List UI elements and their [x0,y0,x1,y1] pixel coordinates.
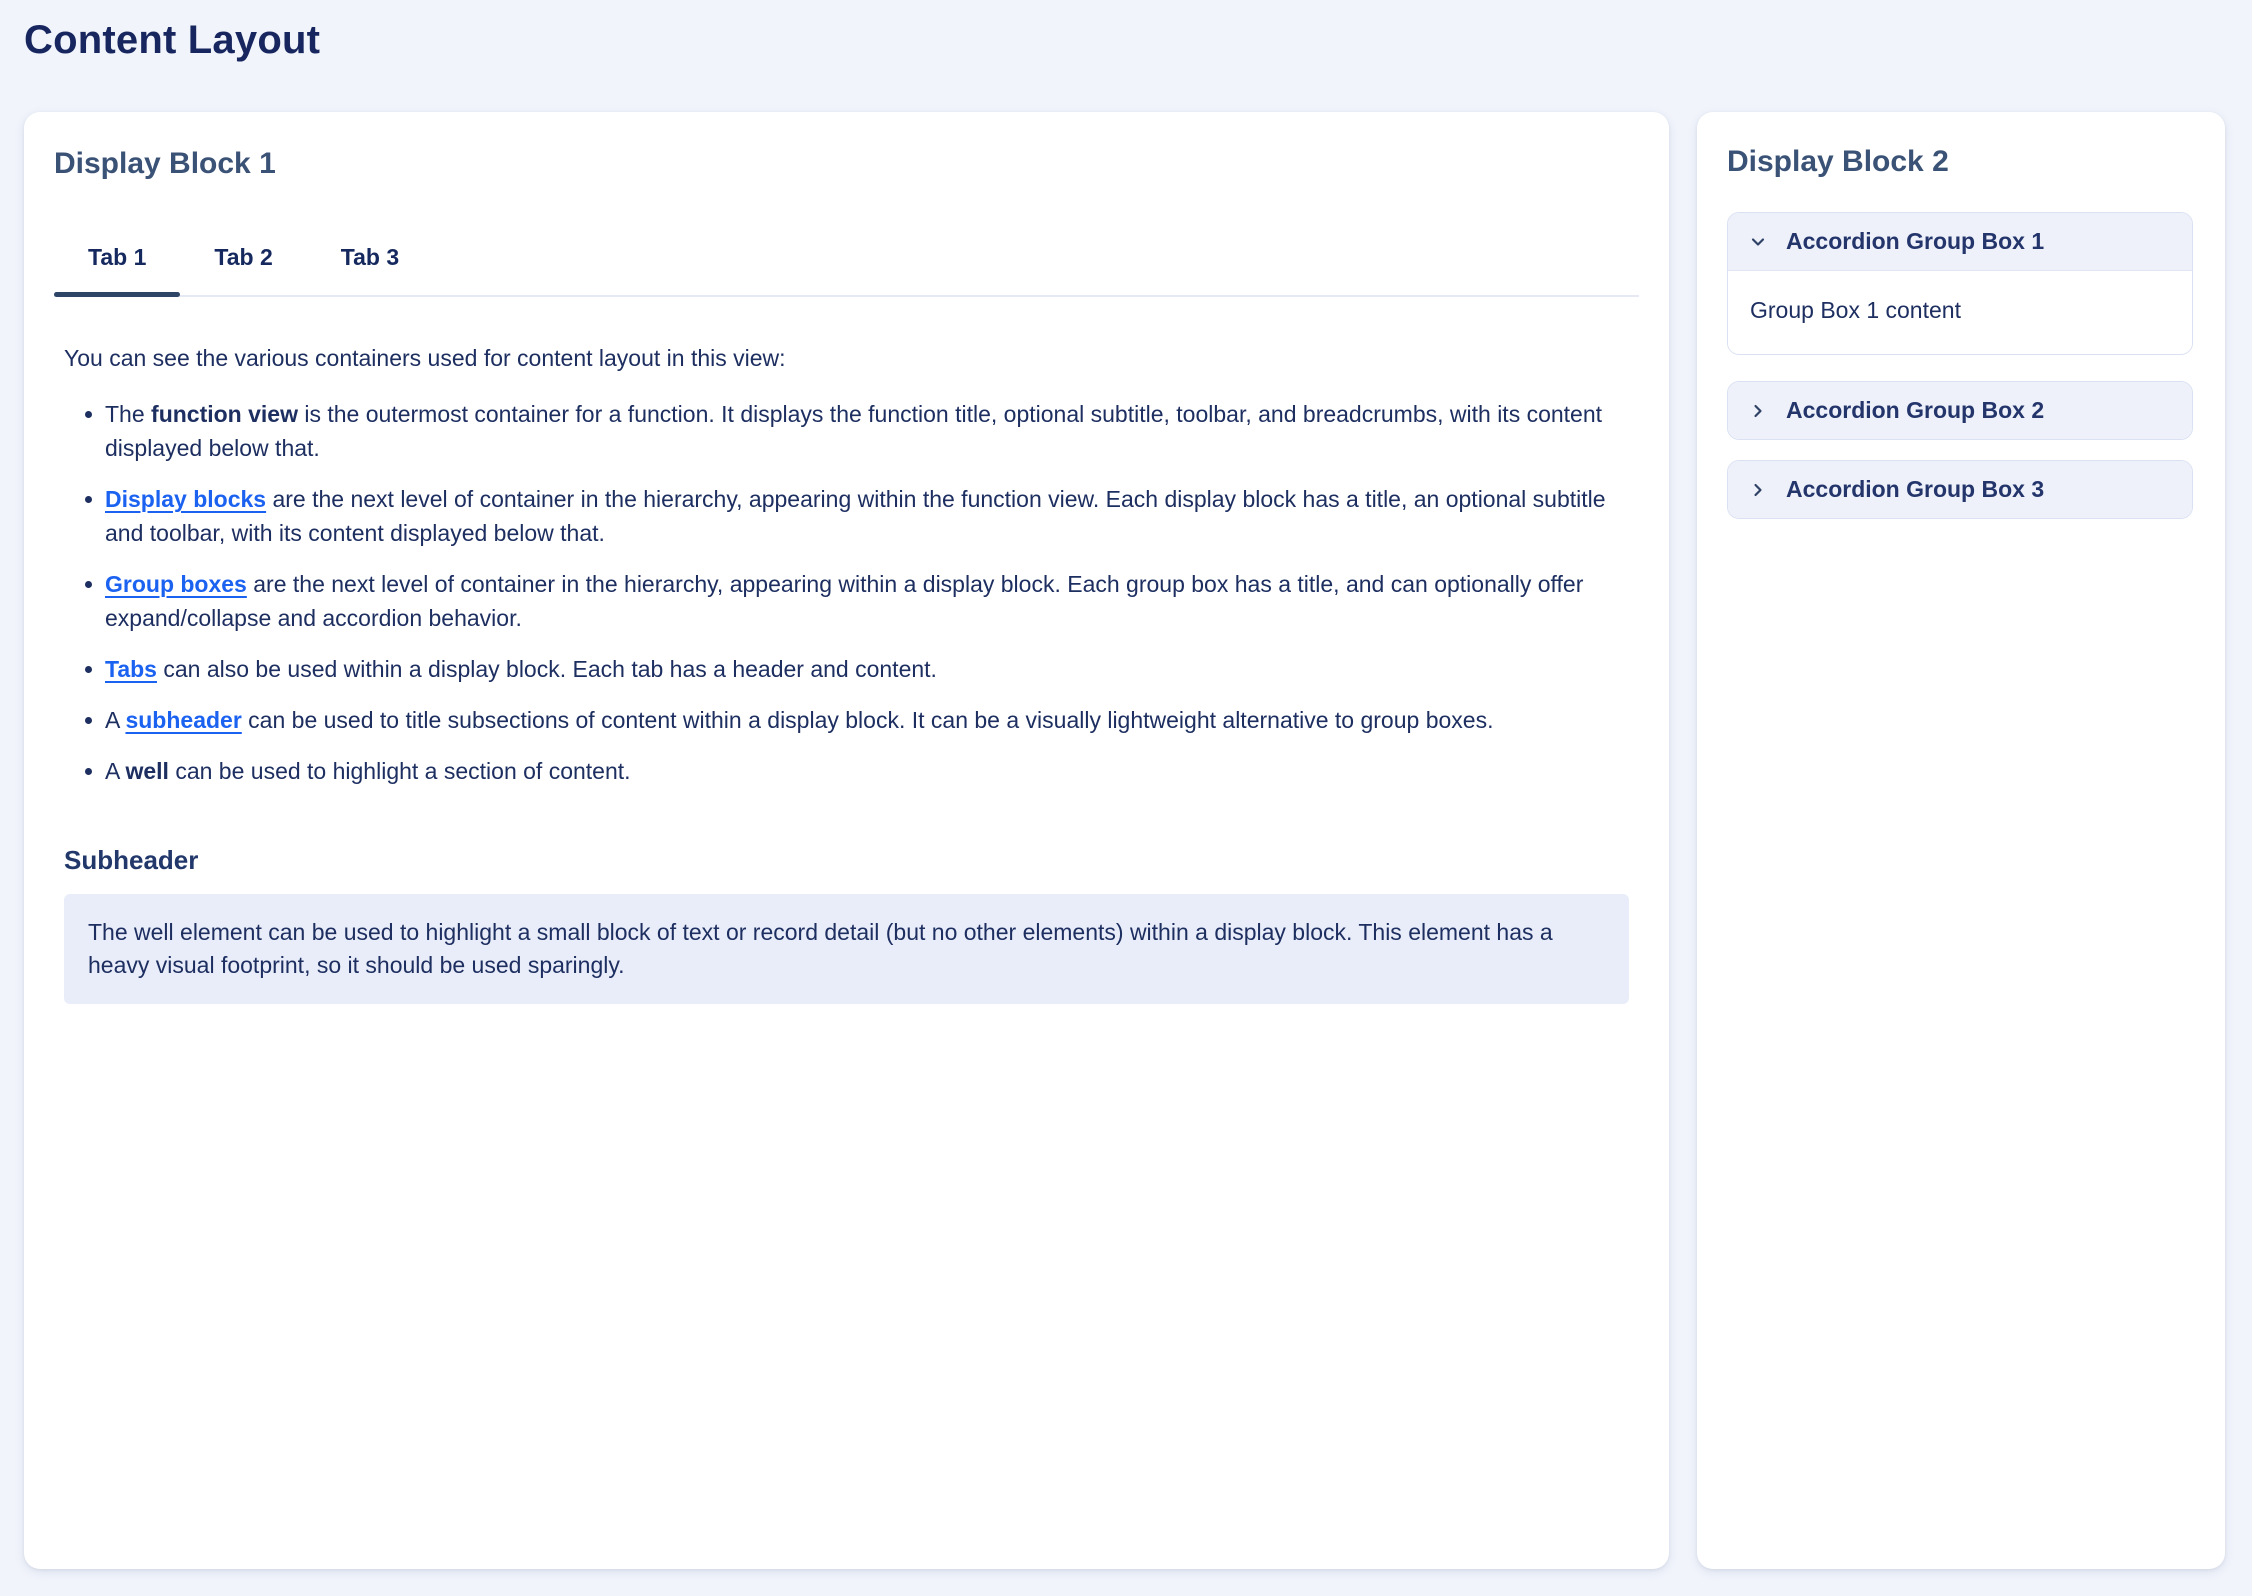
display-block-1 [24,112,1669,1569]
well: The well element can be used to highlight a small block of text or record detail (but no other elements) within a display block. This element has a heavy visual footprint, so it should be used sparingly. [64,894,1629,1004]
bullet-text-post: is the outermost container for a function. It displays the function title, optional subtitle, toolbar, and breadcrumbs, with its content displayed below that. [105,401,1603,461]
page-title: Content Layout [24,18,321,62]
content-area [24,112,2225,1569]
intro-text: You can see the various containers used for content layout in this view: [64,345,786,371]
bullet-text-pre: A [105,707,126,733]
tab-bar [54,234,1639,297]
bullet-well [64,754,1629,788]
bullet-text-post: can be used to title subsections of content within a display block. It can be a visually lightweight alternative to group boxes. [241,707,1494,733]
display-block-2-title: Display Block 2 [1727,145,1949,178]
bullet-function-view [64,397,1629,465]
bullet-tabs [64,652,1629,686]
accordion-group-box-1 [1727,212,2193,355]
bullet-text-post: can be used to highlight a section of content. [168,758,631,784]
tab-1-panel [54,297,1639,1004]
group-boxes-link[interactable]: Group boxes [105,571,247,597]
subheader-heading: Subheader [64,845,199,875]
bullet-text-post: are the next level of container in the hierarchy, appearing within the function view. Each display block has a title, an optional subtitle and toolbar, with its content displayed below that. [105,486,1606,546]
tabs-link[interactable]: Tabs [105,656,157,682]
subheader-link[interactable]: subheader [125,707,242,733]
accordion-group-box-2-header[interactable] [1728,382,2192,439]
bullet-subheader [64,703,1629,737]
accordion-group-box-1-header[interactable] [1728,213,2192,271]
accordion-group-box-3-header[interactable] [1728,461,2192,518]
accordion-group-box-2 [1727,381,2193,440]
tab-1[interactable]: Tab 1 [54,234,180,295]
accordion-group-box-2-label: Accordion Group Box 2 [1786,397,2045,423]
tab-2[interactable]: Tab 2 [180,234,306,295]
display-block-1-title: Display Block 1 [54,147,276,180]
chevron-down-icon [1748,232,1768,252]
bullet-text-post: can also be used within a display block. Each tab has a header and content. [156,656,937,682]
tab-3[interactable]: Tab 3 [307,234,433,295]
accordion-group-box-3-label: Accordion Group Box 3 [1786,476,2045,502]
term-function-view: function view [151,401,298,427]
display-blocks-link[interactable]: Display blocks [105,486,267,512]
container-list [64,397,1629,788]
accordion-group-box-1-label: Accordion Group Box 1 [1786,228,2045,254]
chevron-right-icon [1748,401,1768,421]
accordion-group-box-1-content: Group Box 1 content [1728,271,2192,354]
chevron-right-icon [1748,480,1768,500]
bullet-text-pre: A [105,758,126,784]
bullet-group-boxes [64,567,1629,635]
display-block-2 [1697,112,2225,1569]
term-well: well [125,758,169,784]
accordion-group-box-3 [1727,460,2193,519]
bullet-display-blocks [64,482,1629,550]
bullet-text-post: are the next level of container in the hierarchy, appearing within a display block. Each group box has a title, and can optionally offer expand/collapse and accordion behavior. [105,571,1584,631]
bullet-text-pre: The [105,401,152,427]
